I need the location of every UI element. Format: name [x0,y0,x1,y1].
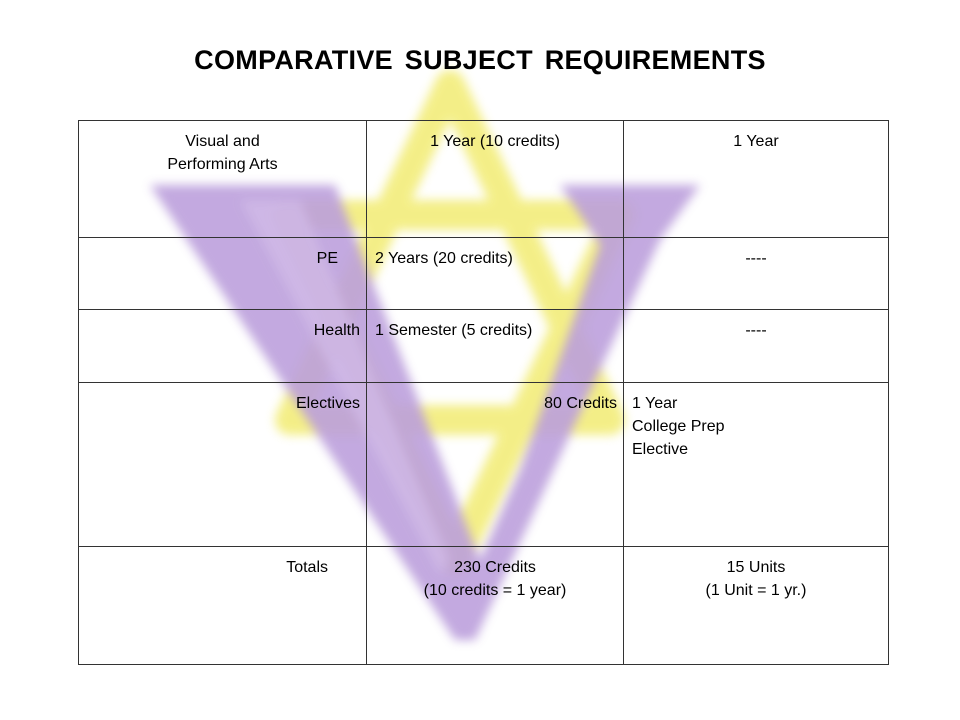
cell-line: Totals [286,559,328,576]
cell-line: (10 credits = 1 year) [423,582,567,599]
requirements-table [78,120,889,665]
cell-line: Performing Arts [167,156,278,173]
credits-cell [367,547,624,665]
cell-line: ---- [745,250,767,267]
cell-line: 1 Year [632,395,678,412]
subject-cell [79,121,367,238]
table-row [79,547,889,665]
units-cell [624,121,889,238]
cell-line: 2 Years (20 credits) [375,250,513,267]
table-row [79,238,889,310]
subject-cell [79,238,367,310]
subject-cell [79,547,367,665]
table-row [79,383,889,547]
credits-cell [367,238,624,310]
cell-line: 80 Credits [544,395,617,412]
cell-line: 1 Year [733,133,779,150]
cell-line: PE [316,250,338,267]
cell-line: Health [313,322,360,339]
cell-line: 1 Semester (5 credits) [375,322,533,339]
cell-line: Electives [295,395,360,412]
units-cell [624,547,889,665]
units-cell [624,310,889,383]
credits-cell [367,121,624,238]
table-row [79,121,889,238]
units-cell [624,238,889,310]
cell-line: ---- [745,322,767,339]
cell-line: (1 Unit = 1 yr.) [705,582,807,599]
cell-line: 230 Credits [454,559,536,576]
subject-cell [79,383,367,547]
credits-cell [367,310,624,383]
subject-cell [79,310,367,383]
cell-line: Visual and [185,133,260,150]
units-cell [624,383,889,547]
page-title: COMPARATIVE SUBJECT REQUIREMENTS [194,45,766,75]
cell-line: College Prep [632,418,725,435]
cell-line: Elective [632,441,689,458]
cell-line: 1 Year (10 credits) [430,133,560,150]
cell-line: 15 Units [726,559,786,576]
credits-cell [367,383,624,547]
table-row [79,310,889,383]
